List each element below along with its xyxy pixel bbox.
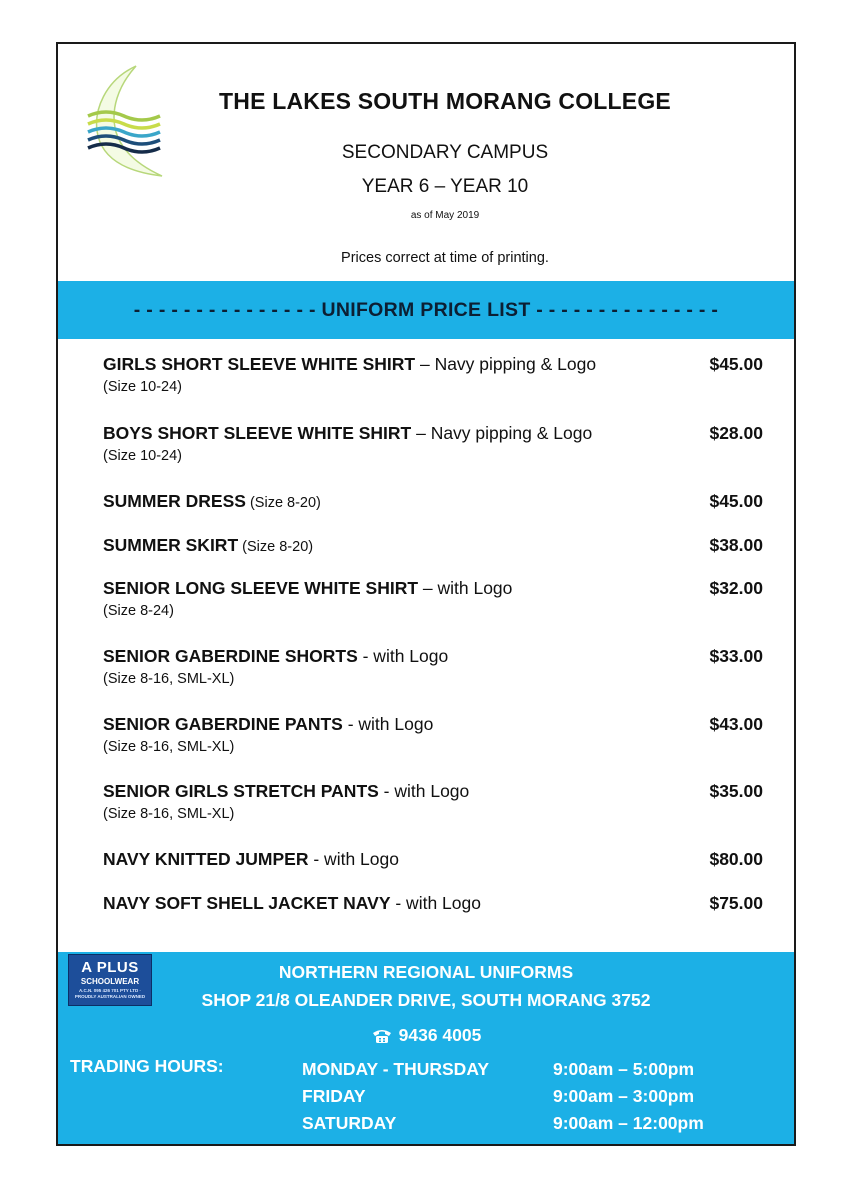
store-phone-row [58,1025,794,1049]
list-item [103,489,763,515]
trading-day: FRIDAY [302,1086,366,1106]
college-name: THE LAKES SOUTH MORANG COLLEGE [219,88,671,114]
item-detail: – Navy pipping & Logo [411,423,593,443]
trading-day: MONDAY - THURSDAY [302,1059,490,1079]
logo-title: A PLUS [81,959,139,976]
list-item [103,352,763,398]
item-name: SENIOR LONG SLEEVE WHITE SHIRT [103,578,419,598]
item-name: SUMMER SKIRT [103,535,239,555]
item-name: GIRLS SHORT SLEEVE WHITE SHIRT [103,354,416,374]
item-price: $45.00 [709,491,763,511]
item-sizes: (Size 8-16, SML-XL) [103,671,235,687]
item-sizes: (Size 8-20) [245,495,321,511]
item-price: $38.00 [709,535,763,555]
item-price: $45.00 [709,354,763,374]
item-price: $80.00 [709,849,763,869]
prices-note: Prices correct at time of printing. [341,250,549,266]
item-name: SENIOR GIRLS STRETCH PANTS [103,781,379,801]
item-price: $35.00 [709,781,763,801]
trading-times [553,1056,704,1137]
banner-title: - - - - - - - - - - - - - - - UNIFORM PRICE LIST - - - - - - - - - - - - - - - [133,298,719,321]
store-address: SHOP 21/8 OLEANDER DRIVE, SOUTH MORANG 3752 [201,990,651,1010]
item-name: SUMMER DRESS [103,491,246,511]
list-item [103,576,763,622]
item-sizes: (Size 8-20) [238,539,314,555]
year-range: YEAR 6 – YEAR 10 [361,176,529,197]
item-price: $28.00 [709,423,763,443]
trading-hours-label: TRADING HOURS: [70,1056,224,1076]
list-item [103,779,763,825]
item-sizes: (Size 10-24) [103,448,182,464]
item-detail: - with Logo [357,646,449,666]
list-item [103,644,763,690]
list-item [103,421,763,467]
item-name: NAVY KNITTED JUMPER [103,849,309,869]
item-sizes: (Size 8-24) [103,603,174,619]
item-price: $33.00 [709,646,763,666]
item-price: $75.00 [709,893,763,913]
item-detail: – with Logo [418,578,513,598]
store-info-footer [58,952,794,1144]
item-detail: - with Logo [308,849,399,869]
trading-days [302,1056,489,1137]
phone-icon [371,1028,393,1044]
item-sizes: (Size 8-16, SML-XL) [103,806,235,822]
item-price: $43.00 [709,714,763,734]
store-name: NORTHERN REGIONAL UNIFORMS [278,962,574,982]
item-name: BOYS SHORT SLEEVE WHITE SHIRT [103,423,412,443]
campus-label: SECONDARY CAMPUS [341,142,549,163]
as-of-date: as of May 2019 [410,210,480,221]
item-name: SENIOR GABERDINE PANTS [103,714,343,734]
item-sizes: (Size 8-16, SML-XL) [103,739,235,755]
price-list-banner [58,281,794,339]
list-item [103,847,763,871]
item-detail: - with Logo [342,714,434,734]
item-sizes: (Size 10-24) [103,379,182,395]
item-price: $32.00 [709,578,763,598]
list-item [103,533,763,559]
item-detail: - with Logo [378,781,470,801]
college-logo-icon [84,60,164,182]
item-name: SENIOR GABERDINE SHORTS [103,646,358,666]
list-item [103,891,763,915]
phone-number[interactable]: 9436 4005 [398,1025,482,1045]
trading-time: 9:00am – 3:00pm [553,1086,695,1106]
item-detail: - with Logo [390,893,481,913]
list-item [103,712,763,758]
item-name: NAVY SOFT SHELL JACKET NAVY [103,893,391,913]
logo-fineprint: A.C.N. 095 426 701 PTY LTD · PROUDLY AUSTRALIAN OWNED [74,988,146,999]
trading-day: SATURDAY [302,1113,397,1133]
logo-subtitle: SCHOOLWEAR [80,977,140,986]
trading-time: 9:00am – 5:00pm [553,1059,695,1079]
trading-time: 9:00am – 12:00pm [553,1113,704,1133]
item-detail: – Navy pipping & Logo [415,354,597,374]
